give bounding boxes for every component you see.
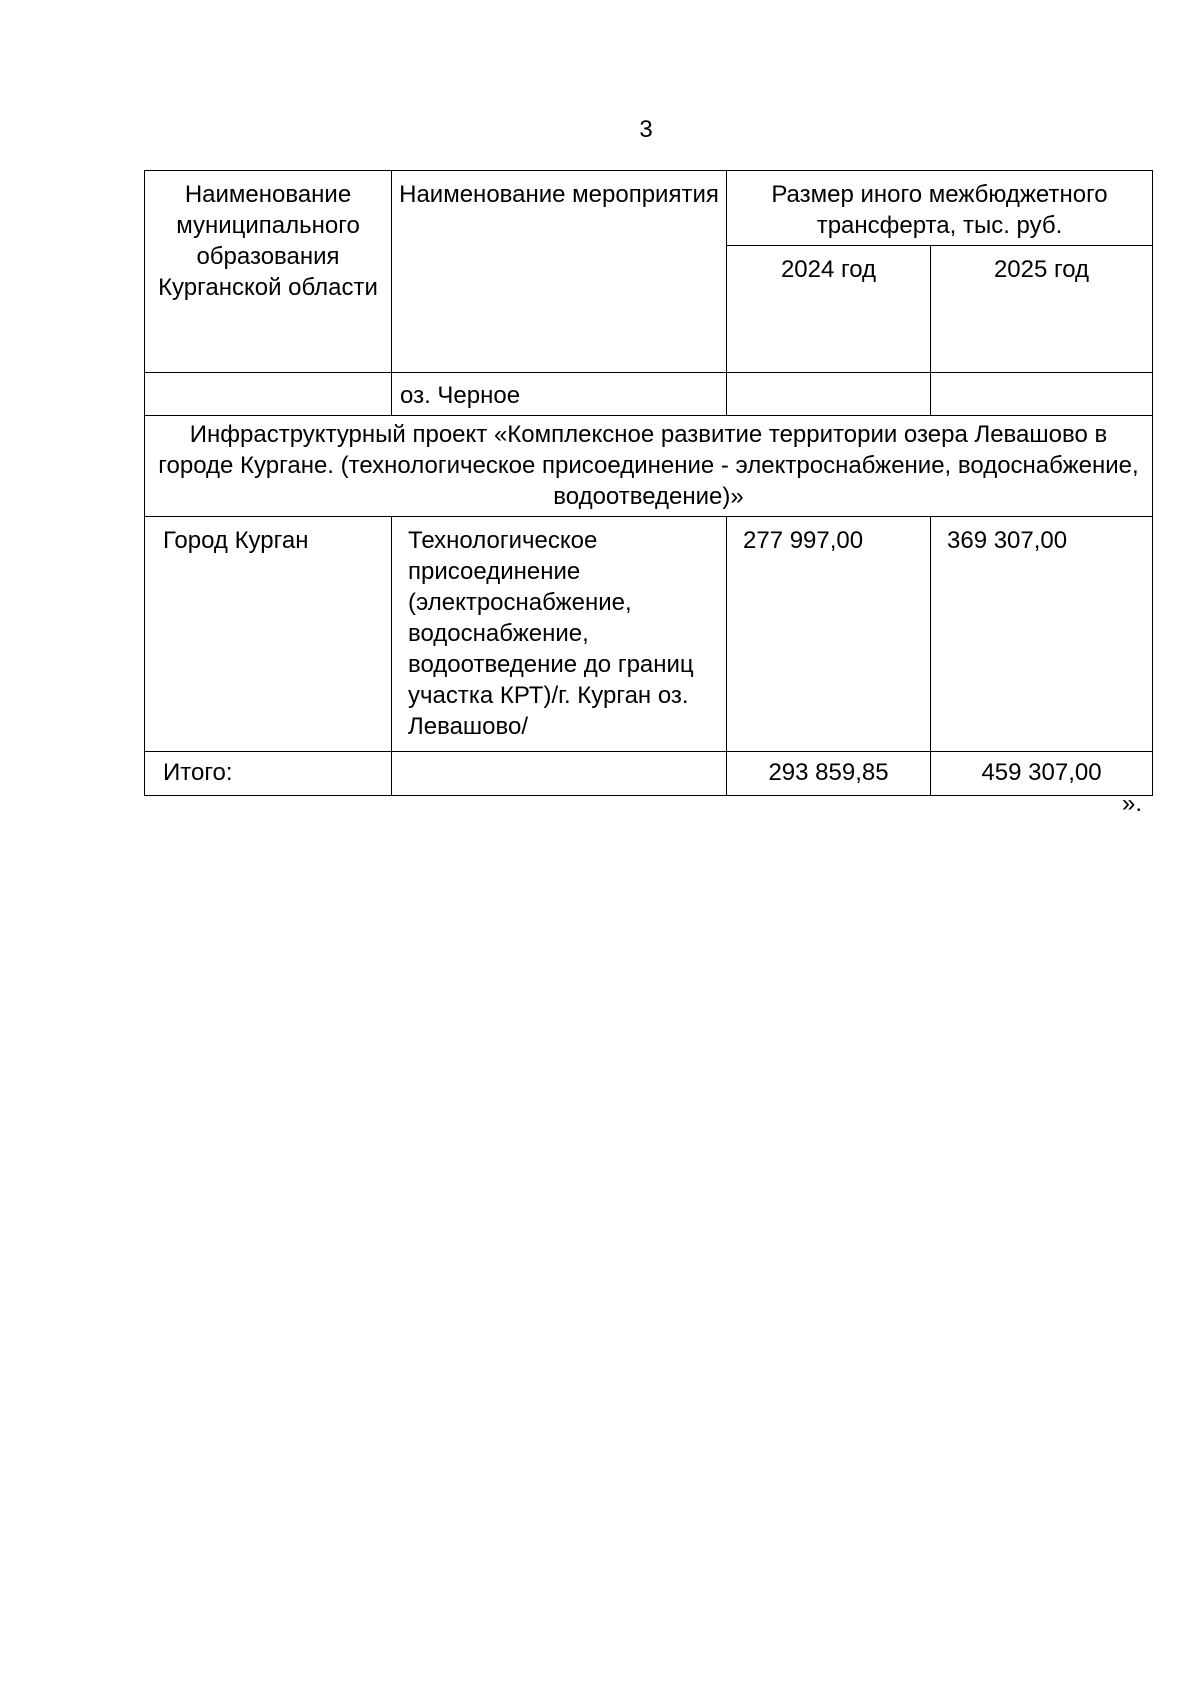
table-row-project-title	[145, 416, 1153, 517]
page-number: 3	[639, 116, 653, 143]
closing-quote-mark: ».	[1122, 790, 1143, 817]
table-row-total	[145, 752, 1153, 796]
header-transfer-size: Размер иного межбюджетного трансферта, тыс. руб.	[727, 171, 1153, 246]
header-event: Наименование мероприятия	[392, 171, 727, 373]
total-value-2024: 293 859,85	[727, 752, 931, 796]
table-row-continuation	[145, 373, 1153, 416]
table-row	[145, 517, 1153, 752]
continuation-value-2025	[931, 373, 1153, 416]
project-title: Инфраструктурный проект «Комплексное развитие территории озера Левашово в городе Кургане. (технологическое присоединение - электроснабжение, водоснабжение, водоотведение)»	[145, 416, 1153, 517]
total-event	[392, 752, 727, 796]
header-year-2024: 2024 год	[727, 246, 931, 373]
total-label: Итого:	[145, 752, 392, 796]
row-municipality: Город Курган	[145, 517, 392, 752]
transfer-table	[144, 170, 1153, 796]
header-row-top	[145, 171, 1153, 246]
continuation-event: оз. Черное	[392, 373, 727, 416]
row-value-2024: 277 997,00	[727, 517, 931, 752]
total-value-2025: 459 307,00	[931, 752, 1153, 796]
row-event: Технологическое присоединение (электроснабжение, водоснабжение, водоотведение до границ участка КРТ)/г. Курган оз. Левашово/	[392, 517, 727, 752]
continuation-municipality	[145, 373, 392, 416]
header-municipality: Наименование муниципального образования Курганской области	[145, 171, 392, 373]
header-year-2025: 2025 год	[931, 246, 1153, 373]
row-value-2025: 369 307,00	[931, 517, 1153, 752]
continuation-value-2024	[727, 373, 931, 416]
